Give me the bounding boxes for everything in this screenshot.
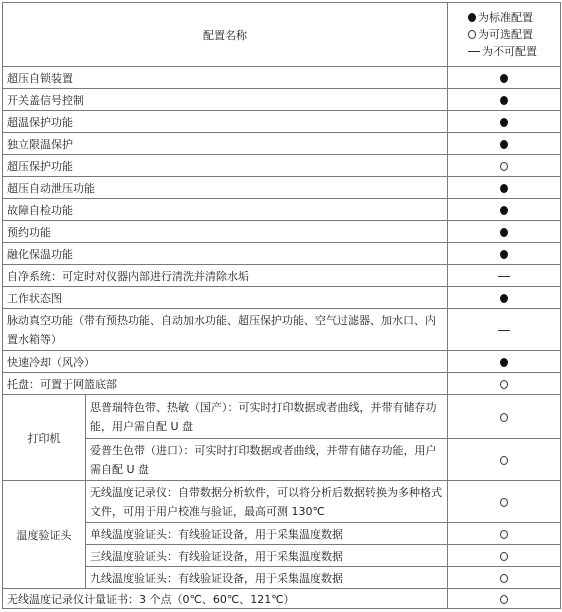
mark-cell [448, 221, 561, 243]
table-row [3, 373, 561, 395]
dash-icon [468, 51, 480, 52]
table-row [3, 265, 561, 287]
table-row [3, 67, 561, 89]
validation-group-label: 温度验证头 [3, 481, 86, 589]
mark-cell [448, 243, 561, 265]
legend-standard-label: 为标准配置 [478, 11, 533, 24]
table-row [3, 351, 561, 373]
mark-cell [448, 589, 561, 609]
table-row [3, 155, 561, 177]
mark-cell [448, 545, 561, 567]
hollow-circle-icon [500, 162, 508, 171]
filled-circle-icon [500, 118, 508, 127]
configuration-table [2, 2, 561, 609]
config-name-cell: 超温保护功能 [3, 111, 448, 133]
table-row [3, 439, 561, 481]
config-name-cell: 思普瑞特色带、热敏（国产）：可实时打印数据或者曲线，并带有储存功能，用户需自配 U 盘 [86, 395, 448, 439]
config-name-cell: 快速冷却（风冷） [3, 351, 448, 373]
mark-cell [448, 287, 561, 309]
mark-cell [448, 111, 561, 133]
hollow-circle-icon [500, 595, 508, 604]
filled-circle-icon [500, 96, 508, 105]
filled-circle-icon [500, 184, 508, 193]
table-row [3, 545, 561, 567]
table-row [3, 89, 561, 111]
config-name-cell: 三线温度验证头：有线验证设备，用于采集温度数据 [86, 545, 448, 567]
mark-cell [448, 309, 561, 351]
mark-cell [448, 523, 561, 545]
hollow-circle-icon [468, 30, 476, 39]
filled-circle-icon [468, 13, 476, 22]
legend-not-available [468, 43, 556, 60]
filled-circle-icon [500, 74, 508, 83]
mark-cell [448, 351, 561, 373]
config-name-cell: 预约功能 [3, 221, 448, 243]
config-name-cell: 自净系统：可定时对仪器内部进行清洗并清除水垢 [3, 265, 448, 287]
filled-circle-icon [500, 358, 508, 367]
legend-cell [448, 3, 561, 67]
mark-cell [448, 481, 561, 523]
dash-icon [498, 276, 510, 277]
config-name-header: 配置名称 [3, 3, 448, 67]
filled-circle-icon [500, 206, 508, 215]
table-row [3, 589, 561, 609]
header-row [3, 3, 561, 67]
filled-circle-icon [500, 294, 508, 303]
hollow-circle-icon [500, 574, 508, 583]
config-name-cell: 融化保温功能 [3, 243, 448, 265]
filled-circle-icon [500, 140, 508, 149]
config-name-cell: 独立限温保护 [3, 133, 448, 155]
config-name-cell: 开关盖信号控制 [3, 89, 448, 111]
mark-cell [448, 155, 561, 177]
table-row [3, 111, 561, 133]
table-row [3, 395, 561, 439]
filled-circle-icon [500, 228, 508, 237]
hollow-circle-icon [500, 530, 508, 539]
hollow-circle-icon [500, 413, 508, 422]
mark-cell [448, 395, 561, 439]
table-row [3, 221, 561, 243]
legend-optional-label: 为可选配置 [478, 28, 533, 41]
printer-group-label: 打印机 [3, 395, 86, 481]
config-name-cell: 九线温度验证头：有线验证设备，用于采集温度数据 [86, 567, 448, 589]
table-row [3, 481, 561, 523]
legend-optional [468, 26, 556, 43]
config-name-cell: 工作状态图 [3, 287, 448, 309]
mark-cell [448, 373, 561, 395]
config-name-cell: 单线温度验证头：有线验证设备，用于采集温度数据 [86, 523, 448, 545]
hollow-circle-icon [500, 498, 508, 507]
config-name-cell: 无线温度记录仪：自带数据分析软件，可以将分析后数据转换为多种格式文件，可用于用户校准与验证，最高可测 130℃ [86, 481, 448, 523]
config-name-cell: 超压保护功能 [3, 155, 448, 177]
dash-icon [498, 330, 510, 331]
hollow-circle-icon [500, 456, 508, 465]
mark-cell [448, 67, 561, 89]
mark-cell [448, 199, 561, 221]
table-row [3, 133, 561, 155]
mark-cell [448, 567, 561, 589]
table-row [3, 243, 561, 265]
table-row [3, 309, 561, 351]
legend-not-available-label: 为不可配置 [482, 45, 537, 58]
hollow-circle-icon [500, 380, 508, 389]
config-name-cell: 故障自检功能 [3, 199, 448, 221]
mark-cell [448, 177, 561, 199]
table-row [3, 523, 561, 545]
table-row [3, 199, 561, 221]
legend-standard [468, 9, 556, 26]
config-name-cell: 超压自锁装置 [3, 67, 448, 89]
config-name-cell: 超压自动泄压功能 [3, 177, 448, 199]
table-row [3, 567, 561, 589]
mark-cell [448, 439, 561, 481]
config-name-cell: 脉动真空功能（带有预热功能、自动加水功能、超压保护功能、空气过滤器、加水口、内置水箱等） [3, 309, 448, 351]
filled-circle-icon [500, 250, 508, 259]
table-row [3, 177, 561, 199]
config-name-cell: 爱普生色带（进口）：可实时打印数据或者曲线，并带有储存功能，用户需自配 U 盘 [86, 439, 448, 481]
mark-cell [448, 133, 561, 155]
hollow-circle-icon [500, 552, 508, 561]
mark-cell [448, 89, 561, 111]
config-name-cell: 无线温度记录仪计量证书：3 个点（0℃、60℃、121℃） [3, 589, 448, 609]
table-row [3, 287, 561, 309]
mark-cell [448, 265, 561, 287]
config-name-cell: 托盘：可置于网篮底部 [3, 373, 448, 395]
